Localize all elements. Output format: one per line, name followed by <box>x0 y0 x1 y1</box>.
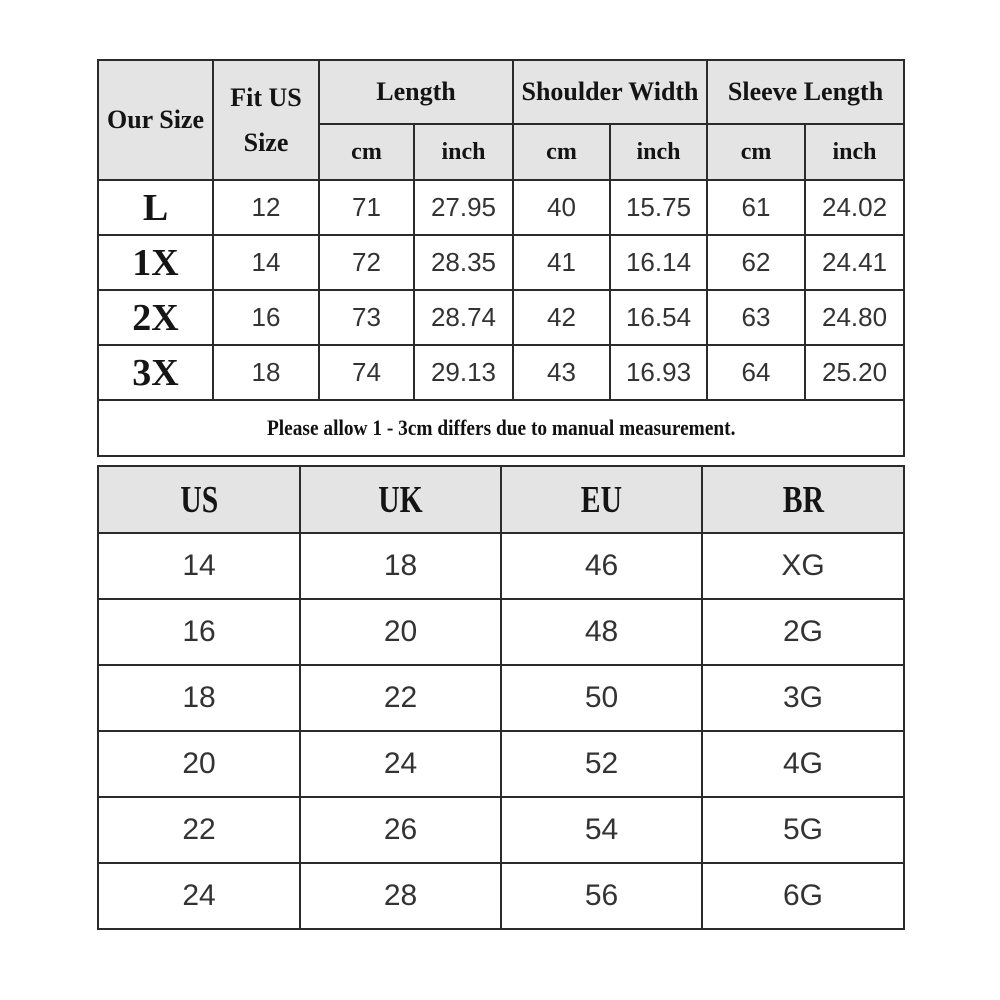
fit-us-value: 14 <box>213 235 319 290</box>
br-size-value: XG <box>702 533 904 599</box>
header-eu-label: EU <box>580 478 623 521</box>
fit-us-value: 16 <box>213 290 319 345</box>
length-cm-value: 73 <box>319 290 414 345</box>
table-row <box>98 180 904 235</box>
size-measurement-table <box>97 59 905 457</box>
shoulder-cm-value: 43 <box>513 345 610 400</box>
length-inch-value: 29.13 <box>414 345 513 400</box>
shoulder-inch-value: 16.54 <box>610 290 707 345</box>
eu-size-value: 46 <box>501 533 702 599</box>
br-size-value: 2G <box>702 599 904 665</box>
uk-size-value: 18 <box>300 533 501 599</box>
table-row <box>98 599 904 665</box>
eu-size-value: 52 <box>501 731 702 797</box>
sleeve-cm-value: 61 <box>707 180 805 235</box>
us-size-value: 24 <box>98 863 300 929</box>
header-our-size: Our Size <box>98 60 213 180</box>
br-size-value: 5G <box>702 797 904 863</box>
br-size-value: 3G <box>702 665 904 731</box>
uk-size-value: 22 <box>300 665 501 731</box>
table-row <box>98 345 904 400</box>
size-label: L <box>98 180 213 235</box>
length-inch-value: 27.95 <box>414 180 513 235</box>
length-inch-value: 28.74 <box>414 290 513 345</box>
header-uk <box>300 466 501 533</box>
header-unit-sleeve-cm: cm <box>707 124 805 180</box>
header-eu <box>501 466 702 533</box>
uk-size-value: 20 <box>300 599 501 665</box>
length-cm-value: 71 <box>319 180 414 235</box>
header-us <box>98 466 300 533</box>
measurement-note-cell <box>98 400 904 456</box>
sleeve-cm-value: 62 <box>707 235 805 290</box>
header-br-label: BR <box>782 478 824 521</box>
table-row <box>98 400 904 456</box>
shoulder-cm-value: 41 <box>513 235 610 290</box>
table-row <box>98 863 904 929</box>
uk-size-value: 26 <box>300 797 501 863</box>
sleeve-inch-value: 24.80 <box>805 290 904 345</box>
shoulder-inch-value: 15.75 <box>610 180 707 235</box>
header-group-sleeve-length: Sleeve Length <box>707 60 904 124</box>
header-unit-shoulder-cm: cm <box>513 124 610 180</box>
header-unit-length-cm: cm <box>319 124 414 180</box>
sleeve-cm-value: 63 <box>707 290 805 345</box>
sleeve-inch-value: 24.02 <box>805 180 904 235</box>
eu-size-value: 56 <box>501 863 702 929</box>
header-unit-length-inch: inch <box>414 124 513 180</box>
table-row <box>98 665 904 731</box>
table-row <box>98 533 904 599</box>
br-size-value: 6G <box>702 863 904 929</box>
us-size-value: 16 <box>98 599 300 665</box>
shoulder-inch-value: 16.93 <box>610 345 707 400</box>
eu-size-value: 50 <box>501 665 702 731</box>
shoulder-cm-value: 42 <box>513 290 610 345</box>
eu-size-value: 48 <box>501 599 702 665</box>
header-unit-sleeve-inch: inch <box>805 124 904 180</box>
header-us-label: US <box>180 478 218 521</box>
fit-us-value: 18 <box>213 345 319 400</box>
sleeve-cm-value: 64 <box>707 345 805 400</box>
us-size-value: 14 <box>98 533 300 599</box>
fit-us-value: 12 <box>213 180 319 235</box>
header-group-length: Length <box>319 60 513 124</box>
us-size-value: 18 <box>98 665 300 731</box>
length-cm-value: 72 <box>319 235 414 290</box>
us-size-value: 20 <box>98 731 300 797</box>
table-row <box>98 731 904 797</box>
header-br <box>702 466 904 533</box>
length-inch-value: 28.35 <box>414 235 513 290</box>
uk-size-value: 28 <box>300 863 501 929</box>
shoulder-inch-value: 16.14 <box>610 235 707 290</box>
sleeve-inch-value: 24.41 <box>805 235 904 290</box>
header-uk-label: UK <box>378 478 423 521</box>
size-conversion-table <box>97 465 905 930</box>
us-size-value: 22 <box>98 797 300 863</box>
size-label: 2X <box>98 290 213 345</box>
table-row <box>98 797 904 863</box>
header-fit-us-size: Fit US Size <box>213 60 319 180</box>
size-label: 3X <box>98 345 213 400</box>
eu-size-value: 54 <box>501 797 702 863</box>
measurement-note: Please allow 1 - 3cm differs due to manual measurement. <box>266 415 736 440</box>
header-group-shoulder-width: Shoulder Width <box>513 60 707 124</box>
header-unit-shoulder-inch: inch <box>610 124 707 180</box>
shoulder-cm-value: 40 <box>513 180 610 235</box>
table-row <box>98 235 904 290</box>
br-size-value: 4G <box>702 731 904 797</box>
sleeve-inch-value: 25.20 <box>805 345 904 400</box>
table-row <box>98 290 904 345</box>
length-cm-value: 74 <box>319 345 414 400</box>
size-label: 1X <box>98 235 213 290</box>
uk-size-value: 24 <box>300 731 501 797</box>
